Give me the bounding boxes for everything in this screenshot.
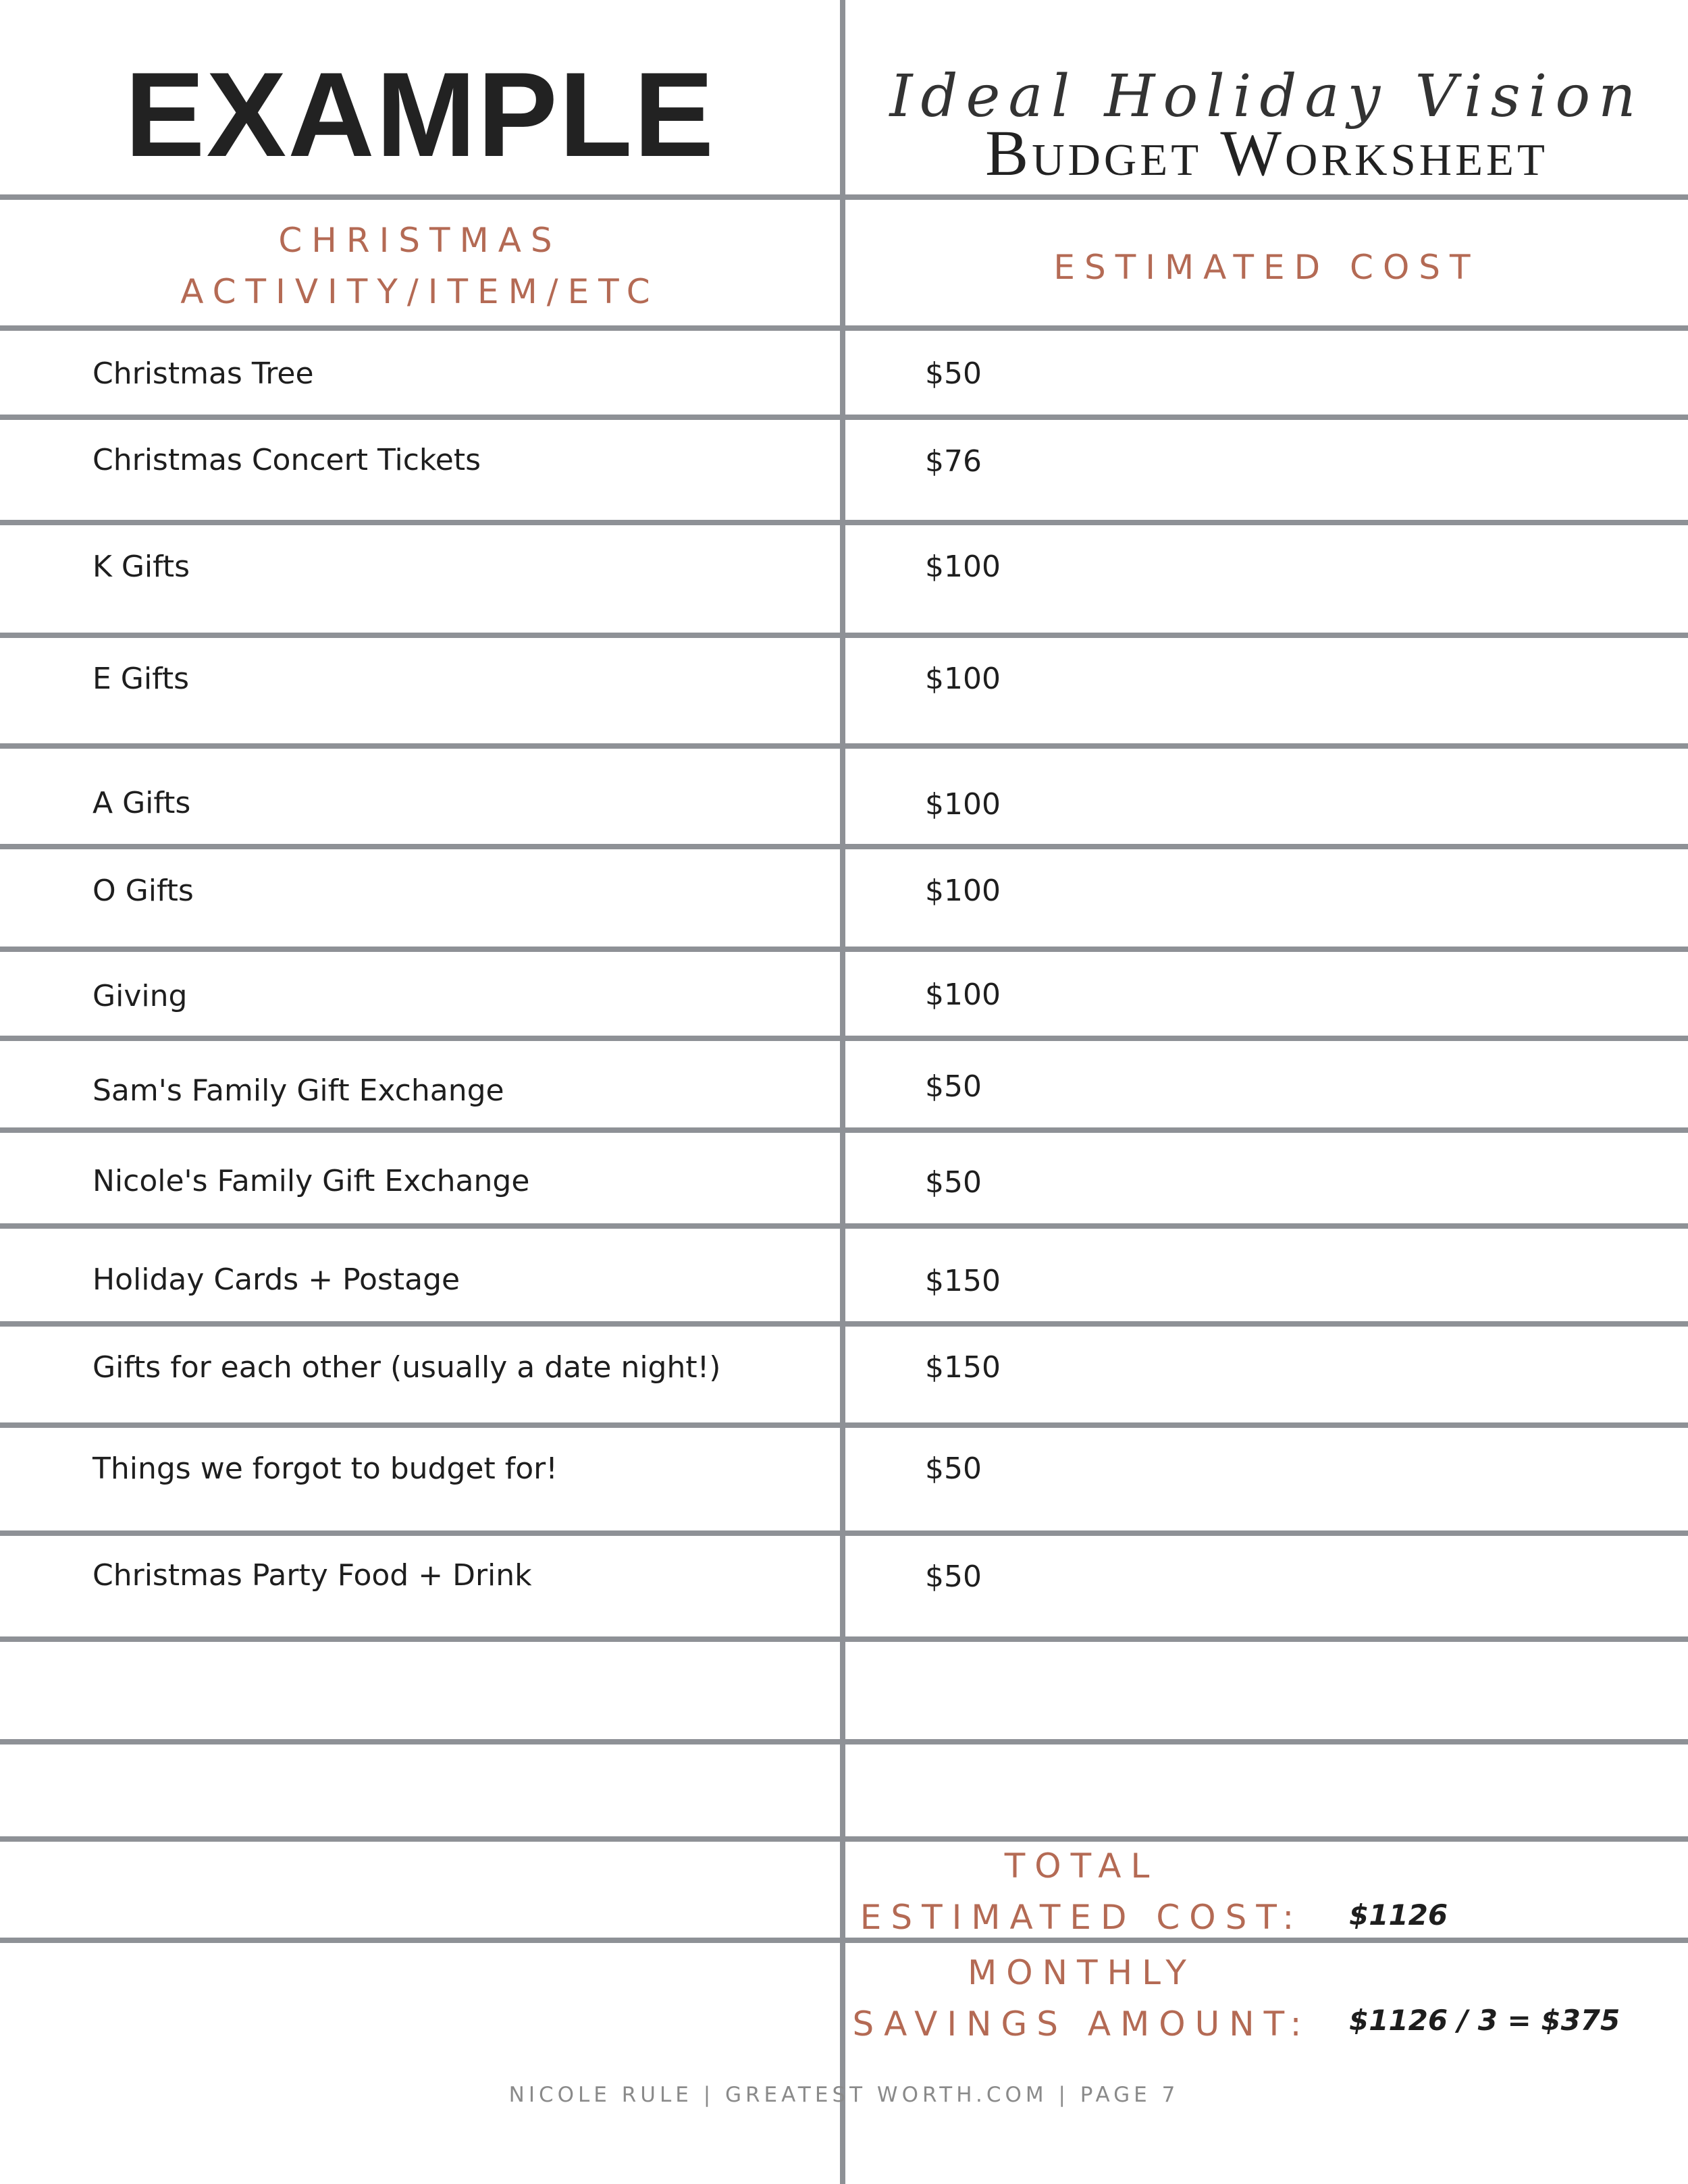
row-cost: $100 [925,978,1001,1012]
row-rule [0,1636,1688,1642]
row-cost: $50 [925,1560,982,1594]
budget-worksheet-title: Budget Worksheet [985,117,1548,189]
row-rule [0,1739,1688,1744]
row-rule [0,1321,1688,1327]
row-rule [0,1530,1688,1536]
activity-column-header [0,215,840,317]
row-rule [0,1127,1688,1133]
monthly-label-line2: SAVINGS AMOUNT: [852,2004,1311,2044]
estimated-cost-column-header: ESTIMATED COST [1053,248,1480,287]
monthly-savings-label [845,1947,1318,2050]
total-estimated-cost-value: $1126 [1349,1898,1448,1932]
row-rule [0,743,1688,749]
row-rule [0,520,1688,525]
row-item: K Gifts [93,550,190,584]
row-rule [0,633,1688,638]
row-cost: $50 [925,356,982,391]
row-item: Holiday Cards + Postage [93,1262,460,1297]
activity-header-line1: CHRISTMAS [278,221,562,260]
row-cost: $50 [925,1165,982,1200]
row-item: Christmas Concert Tickets [93,443,481,477]
row-cost: $150 [925,1264,1001,1298]
row-cost: $50 [925,1451,982,1486]
row-rule [0,415,1688,420]
row-cost: $150 [925,1350,1001,1385]
row-cost: $50 [925,1069,982,1104]
activity-header-line2: ACTIVITY/ITEM/ETC [180,272,660,311]
page-footer: NICOLE RULE | GREATEST WORTH.COM | PAGE 7 [508,2083,1180,2107]
column-header-rule [0,325,1688,331]
row-cost: $100 [925,550,1001,584]
row-item: Nicole's Family Gift Exchange [93,1164,530,1198]
row-item: Things we forgot to budget for! [93,1451,558,1486]
row-rule [0,1938,1688,1943]
row-rule [0,1036,1688,1041]
row-item: E Gifts [93,662,189,696]
row-item: Christmas Tree [93,356,314,391]
row-item: Gifts for each other (usually a date night!) [93,1350,721,1385]
row-item: Christmas Party Food + Drink [93,1558,532,1593]
row-rule [0,844,1688,849]
row-rule [0,1223,1688,1229]
row-item: Giving [93,979,188,1013]
total-label-line2: ESTIMATED COST: [860,1898,1304,1937]
row-cost: $76 [925,444,982,479]
monthly-savings-value: $1126 / 3 = $375 [1349,2004,1620,2037]
row-cost: $100 [925,874,1001,908]
total-estimated-cost-label [845,1840,1318,1943]
row-rule [0,1836,1688,1842]
row-rule [0,1422,1688,1428]
script-title: Ideal Holiday Vision [889,63,1644,130]
monthly-label-line1: MONTHLY [968,1953,1196,1992]
total-label-line1: TOTAL [1004,1846,1159,1886]
row-rule [0,947,1688,952]
row-cost: $100 [925,662,1001,696]
row-item: O Gifts [93,874,194,908]
row-item: A Gifts [93,786,191,820]
row-item: Sam's Family Gift Exchange [93,1073,504,1108]
header-rule [0,194,1688,200]
row-cost: $100 [925,787,1001,822]
example-title: EXAMPLE [124,47,716,182]
